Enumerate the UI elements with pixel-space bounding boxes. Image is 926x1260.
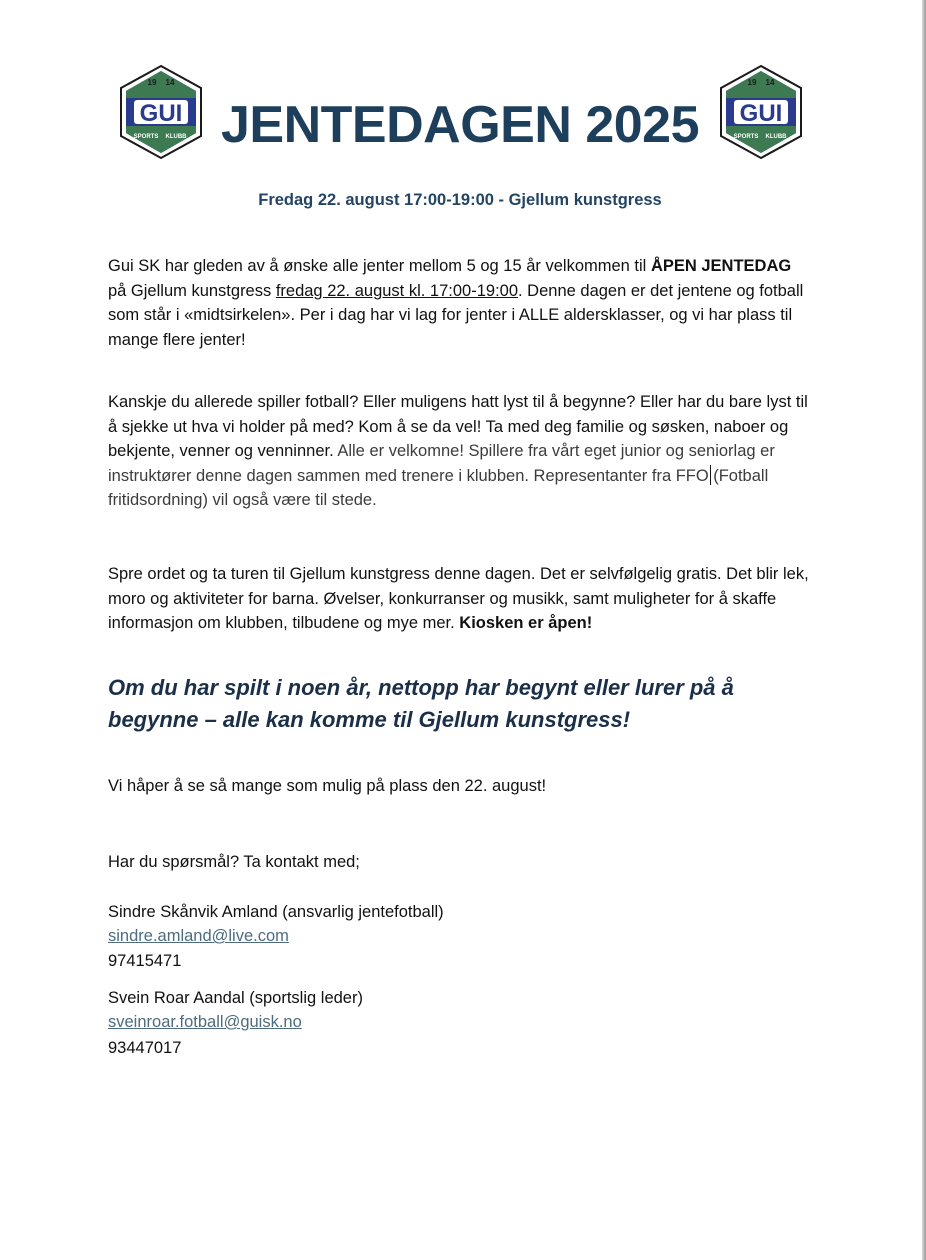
text-cursor	[710, 465, 712, 485]
contact-email-link[interactable]: sindre.amland@live.com	[108, 927, 289, 945]
contact-block	[108, 900, 708, 973]
contact-name: Sindre Skånvik Amland (ansvarlig jentefotball)	[108, 903, 444, 921]
club-logo-right	[718, 64, 804, 160]
invitation-paragraph[interactable]	[108, 390, 813, 513]
contact-intro: Har du spørsmål? Ta kontakt med;	[108, 853, 360, 871]
contact-phone: 93447017	[108, 1039, 182, 1057]
closing-paragraph: Vi håper å se så mange som mulig på plass den 22. august!	[108, 777, 547, 795]
invitation-muted-b: (Fotball fritidsordning) vil også være til stede.	[108, 466, 769, 509]
activities-paragraph	[108, 562, 813, 636]
page-edge	[922, 0, 926, 1260]
svg-text:KLUBB: KLUBB	[165, 134, 187, 140]
kiosk-bold: Kiosken er åpen!	[459, 614, 593, 632]
intro-date-underlined: fredag 22. august kl. 17:00-19:00	[275, 281, 519, 300]
intro-paragraph	[108, 254, 813, 352]
svg-text:SPORTS: SPORTS	[133, 134, 159, 140]
invitation-muted-a: Alle er velkomne! Spillere fra vårt eget junior og seniorlag er instruktører denne dagen sammen med trenere i klubben. Representanter fra FFO	[108, 442, 775, 485]
gui-crest-icon	[118, 64, 204, 160]
contact-email-link[interactable]: sveinroar.fotball@guisk.no	[108, 1013, 302, 1031]
svg-text:14: 14	[165, 78, 175, 87]
svg-text:19: 19	[147, 78, 157, 87]
event-subtitle: Fredag 22. august 17:00-19:00 - Gjellum kunstgress	[258, 191, 662, 209]
document-title: JENTEDAGEN 2025	[220, 96, 700, 154]
gui-crest-icon	[718, 64, 804, 160]
svg-text:14: 14	[765, 78, 775, 87]
intro-text-b: på Gjellum kunstgress	[108, 281, 276, 300]
intro-text-c: . Denne dagen er det jentene og fotball som står i «midtsirkelen». Per i dag har vi lag for jenter i ALLE aldersklasser, og vi har plass til mange flere jenter!	[108, 281, 804, 349]
intro-text-a: Gui SK har gleden av å ønske alle jenter mellom 5 og 15 år velkommen til	[108, 257, 651, 275]
headline-italic: Om du har spilt i noen år, nettopp har begynt eller lurer på å begynne – alle kan komme til Gjellum kunstgress!	[108, 675, 734, 732]
svg-text:KLUBB: KLUBB	[765, 134, 787, 140]
svg-text:19: 19	[747, 78, 757, 87]
svg-text:SPORTS: SPORTS	[733, 134, 759, 140]
invitation-text: Kanskje du allerede spiller fotball? Eller muligens hatt lyst til å begynne? Eller har du bare lyst til å sjekke ut hva vi holder på med? Kom å se da vel! Ta med deg familie og søsken, naboer og bekjente, venner og venninner.	[108, 393, 808, 460]
contact-phone: 97415471	[108, 952, 182, 970]
activities-text: Spre ordet og ta turen til Gjellum kunstgress denne dagen. Det er selvfølgelig gratis. Det blir lek, moro og aktiviteter for barna. Øvelser, konkurranser og musikk, samt muligheter for å skaffe informasjon om klubben, tilbudene og mye mer.	[108, 565, 809, 632]
club-logo-left	[118, 64, 204, 160]
svg-text:GUI: GUI	[139, 100, 183, 127]
contact-name: Svein Roar Aandal (sportslig leder)	[108, 989, 363, 1007]
svg-text:GUI: GUI	[739, 100, 783, 127]
intro-bold: ÅPEN JENTEDAG	[650, 257, 792, 275]
contact-block	[108, 986, 708, 1060]
